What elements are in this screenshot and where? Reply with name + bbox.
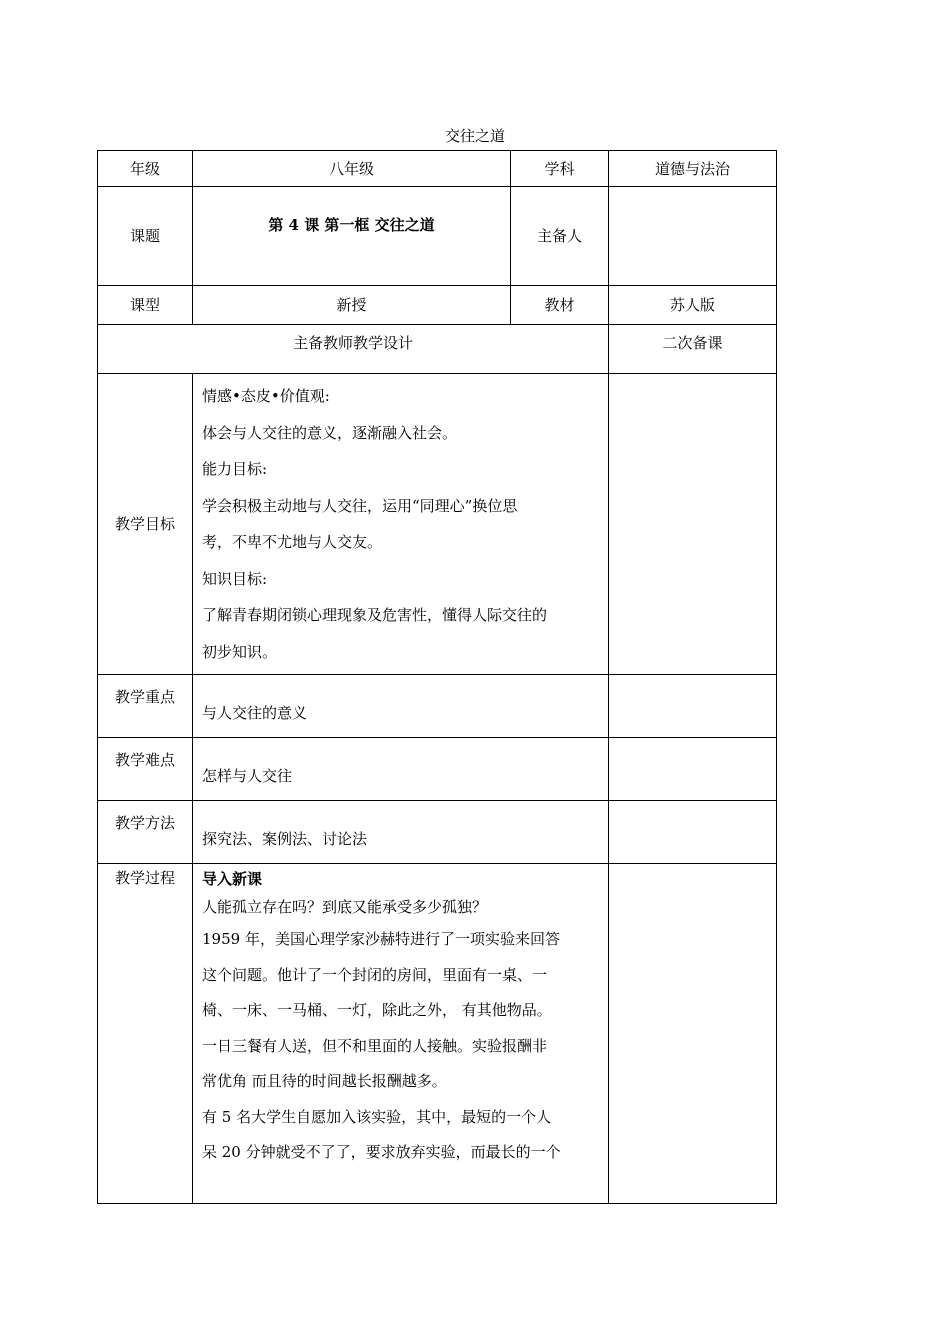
key-point-label: 教学重点: [98, 675, 193, 738]
row-design-header: [98, 325, 777, 374]
difficulty-label: 教学难点: [98, 738, 193, 801]
type-value: 新授: [193, 286, 511, 325]
row-topic: [98, 187, 777, 286]
goals-line: 能力目标:: [202, 460, 268, 478]
goals-line: 体会与人交往的意义，逐渐融入社会。: [202, 423, 458, 442]
process-line: 常优角 而且待的时间越长报酬越多。: [202, 1072, 447, 1090]
grade-label: 年级: [98, 151, 193, 187]
key-point-second-prep: [609, 675, 777, 738]
goals-line: 知识目标:: [202, 569, 268, 588]
subject-value: 道德与法治: [609, 151, 777, 187]
row-grade: [98, 151, 777, 187]
row-key-point: [98, 675, 777, 738]
subject-label: 学科: [511, 151, 609, 187]
process-line: 这个问题。他计了一个封闭的房间，里面有一桌、一: [202, 965, 548, 984]
topic-value: 第 4 课 第一框 交往之道: [193, 187, 511, 286]
method-second-prep: [609, 801, 777, 864]
process-line: 有 5 名大学生自愿加入该实验，其中，最短的一个人: [202, 1107, 552, 1126]
process-line: 人能孤立存在吗？到底又能承受多少孤独？: [202, 898, 488, 916]
row-process: [98, 864, 777, 1204]
preparer-value: [609, 187, 777, 286]
goals-label: 教学目标: [98, 374, 193, 675]
goals-line: 学会积极主动地与人交往，运用“同理心”换位思: [202, 496, 518, 515]
type-label: 课型: [98, 286, 193, 325]
process-heading: 导入新课: [202, 870, 263, 888]
method-value: 探究法、案例法、讨论法: [193, 801, 609, 864]
preparer-label: 主备人: [511, 187, 609, 286]
document-title: 交往之道: [444, 127, 505, 145]
goals-line: 考，不卑不尤地与人交友。: [202, 533, 383, 551]
goals-content: [193, 374, 609, 675]
row-goals: [98, 374, 777, 675]
second-prep-header: 二次备课: [609, 325, 777, 374]
goals-second-prep: [609, 374, 777, 675]
textbook-label: 教材: [511, 286, 609, 325]
row-method: [98, 801, 777, 864]
process-label: 教学过程: [98, 864, 193, 1204]
goals-line: 初步知识。: [202, 642, 278, 661]
difficulty-second-prep: [609, 738, 777, 801]
process-content: [193, 864, 609, 1204]
design-header: 主备教师教学设计: [98, 325, 609, 374]
method-label: 教学方法: [98, 801, 193, 864]
process-line: 呆 20 分钟就受不了了，要求放弃实验，而最长的一个: [202, 1143, 561, 1161]
key-point-value: 与人交往的意义: [193, 675, 609, 738]
lesson-plan-table: [97, 150, 777, 1204]
process-line: 一日三餐有人送，但不和里面的人接触。实验报酬非: [202, 1036, 548, 1055]
textbook-value: 苏人版: [609, 286, 777, 325]
row-type: [98, 286, 777, 325]
process-line: 椅、一床、一马桶、一灯，除此之外， 有其他物品。: [202, 1001, 552, 1019]
difficulty-value: 怎样与人交往: [193, 738, 609, 801]
row-difficulty: [98, 738, 777, 801]
process-line: 1959 年，美国心理学家沙赫特进行了一项实验来回答: [202, 930, 560, 948]
grade-value: 八年级: [193, 151, 511, 187]
topic-label: 课题: [98, 187, 193, 286]
process-second-prep: [609, 864, 777, 1204]
goals-line: 情感•态皮•价值观:: [202, 387, 330, 405]
goals-line: 了解青春期闭锁心理现象及危害性，懂得人际交往的: [202, 606, 548, 624]
